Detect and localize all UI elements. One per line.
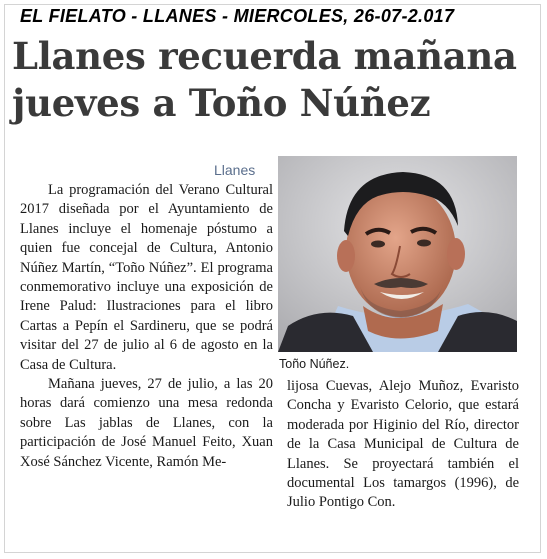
portrait-photo-icon — [278, 156, 517, 352]
article-column-right — [287, 377, 519, 513]
paragraph-2: Mañana jueves, 27 de julio, a las 20 horas dará comienzo una mesa redonda sobre Las jablas de Llanes, con la participación de José Manuel Feito, Xuan Xosé Sánchez Vicente, Ramón Me- — [20, 376, 273, 470]
paragraph-3: lijosa Cuevas, Alejo Muñoz, Evaristo Concha y Evaristo Celorio, que estará moderada por Higinio del Río, director de la Casa Municipal de Cultura de Llanes. Se proyectará también el documental Los tamargos (1996), de Julio Pontigo Con. — [287, 378, 519, 511]
photo-caption: Toño Núñez. — [279, 357, 350, 371]
section-label: Llanes — [214, 162, 256, 178]
headline-line-2: jueves a Toño Núñez — [12, 81, 431, 125]
portrait-photo — [278, 156, 517, 352]
paragraph-1: La programación del Verano Cultural 2017 diseñada por el Ayuntamiento de Llanes incluye el homenaje póstumo a quien fue concejal de Cultura, Antonio Núñez Martín, “Toño Núñez”. El programa conmemorativo incluye una exposición de Irene Palud: Ilustraciones para el libro Cartas a Pepín el Sardineru, que se podrá visitar del 27 de julio al 6 de agosto en la Casa de Cultura. — [20, 182, 273, 373]
headline-line-1: Llanes recuerda mañana — [12, 34, 517, 78]
masthead: EL FIELATO - LLANES - MIERCOLES, 26-07-2.017 — [20, 6, 455, 26]
headline — [12, 33, 537, 127]
article-column-left — [20, 181, 273, 472]
